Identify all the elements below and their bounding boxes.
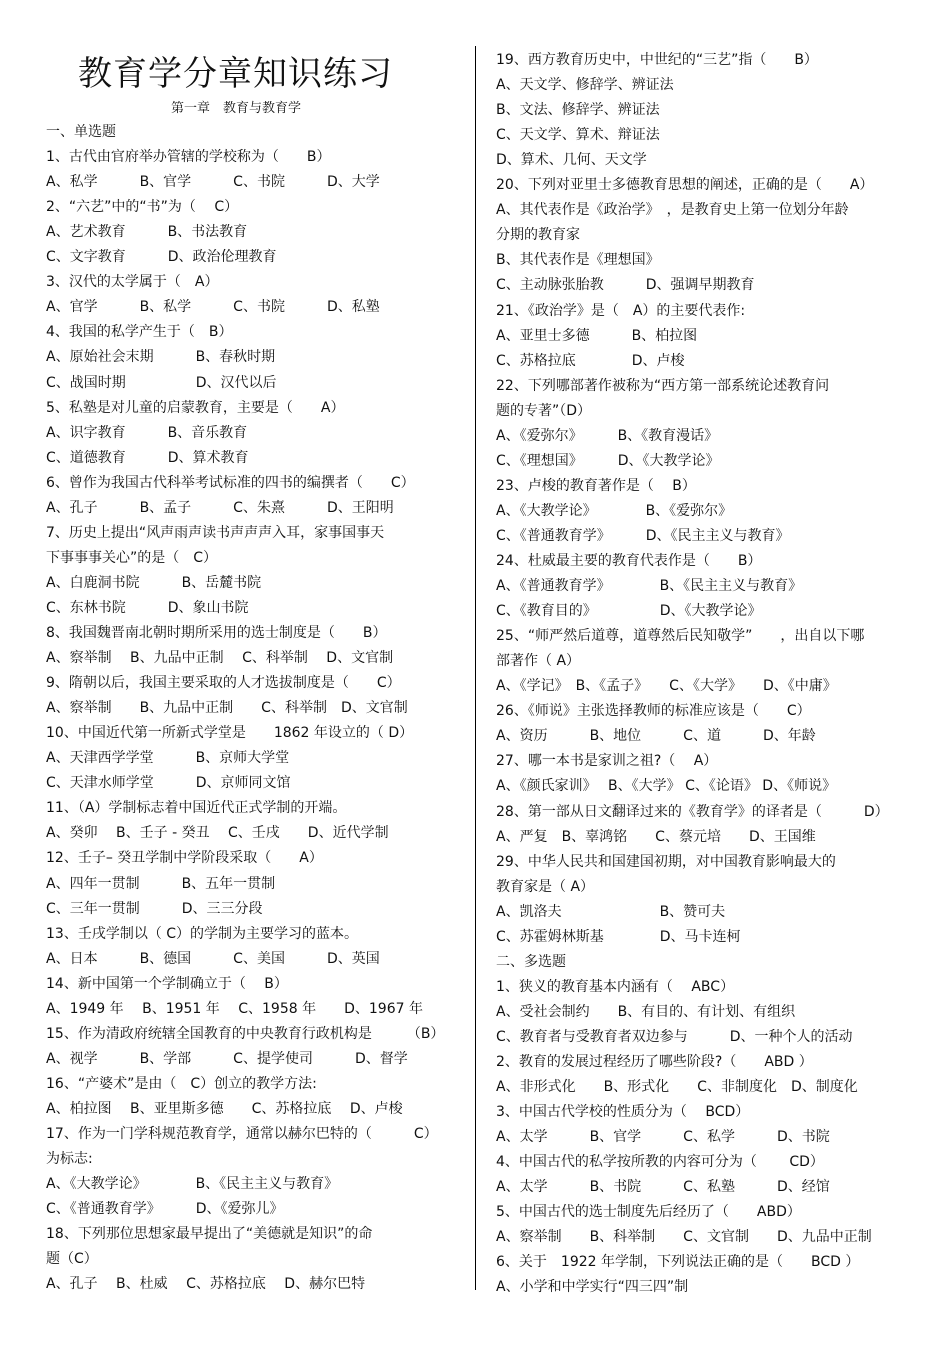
question-line: 5、中国古代的选士制度先后经历了（ ABD）	[496, 1204, 801, 1221]
question-line: A、官学 B、私学 C、书院 D、私塾	[46, 299, 380, 316]
question-line: 5、私塾是对儿童的启蒙教育，主要是（ A）	[46, 399, 345, 416]
question-line: A、《爱弥尔》 B、《教育漫话》	[496, 427, 719, 444]
question-line: 10、中国近代第一所新式学堂是 1862 年设立的（ D）	[46, 725, 414, 742]
question-line: C、战国时期 D、汉代以后	[46, 374, 277, 391]
question-line: 1、狭义的教育基本内涵有（ ABC）	[496, 978, 735, 995]
question-line: C、《理想国》 D、《大教学论》	[496, 452, 720, 469]
question-line: 14、新中国第一个学制确立于（ B）	[46, 975, 288, 992]
question-line: C、苏霍姆林斯基 D、马卡连柯	[496, 928, 741, 945]
column-divider	[475, 46, 476, 1290]
question-line: B、其代表作是《理想国》	[496, 252, 660, 269]
question-line: 题的专著”（D）	[496, 402, 592, 419]
question-line: C、天津水师学堂 D、京师同文馆	[46, 775, 291, 792]
question-line: C、苏格拉底 D、卢梭	[496, 352, 685, 369]
question-line: A、资历 B、地位 C、道 D、年龄	[496, 728, 816, 745]
question-line: A、孔子 B、孟子 C、朱熹 D、王阳明	[46, 499, 394, 516]
question-line: 12、壬子– 癸丑学制中学阶段采取（ A）	[46, 850, 323, 867]
question-line: A、察举制 B、九品中正制 C、科举制 D、文官制	[46, 700, 408, 717]
question-line: 24、杜威最主要的教育代表作是（ B）	[496, 553, 762, 569]
question-line: 18、下列那位思想家最早提出了“美德就是知识”的命	[46, 1226, 373, 1243]
question-line: C、道德教育 D、算术教育	[46, 449, 249, 466]
question-line: A、天津西学学堂 B、京师大学堂	[46, 750, 290, 767]
question-line: A、四年一贯制 B、五年一贯制	[46, 875, 276, 892]
question-line: A、小学和中学实行“四三四”制	[496, 1279, 689, 1296]
question-line: A、孔子 B、杜威 C、苏格拉底 D、赫尔巴特	[46, 1276, 366, 1293]
question-line: 29、中华人民共和国建国初期，对中国教育影响最大的	[496, 853, 836, 870]
question-line: A、天文学、修辞学、辨证法	[496, 77, 674, 94]
question-line: A、严复 B、辜鸿铭 C、蔡元培 D、王国维	[496, 828, 816, 845]
question-line: A、察举制 B、九品中正制 C、科举制 D、文官制	[46, 650, 394, 667]
question-line: 二、多选题	[496, 953, 566, 970]
question-line: A、白鹿洞书院 B、岳麓书院	[46, 574, 262, 591]
question-line: C、东林书院 D、象山书院	[46, 599, 249, 616]
chapter-subtitle: 第一章 教育与教育学	[171, 101, 302, 116]
question-line: 23、卢梭的教育著作是（ B）	[496, 477, 696, 494]
question-line: A、太学 B、官学 C、私学 D、书院	[496, 1129, 830, 1146]
question-line: A、日本 B、德国 C、美国 D、英国	[46, 950, 380, 967]
question-line: 17、作为一门学科规范教育学，通常以赫尔巴特的（ C）	[46, 1126, 438, 1142]
question-line: A、癸卯 B、壬子 - 癸丑 C、壬戌 D、近代学制	[46, 825, 389, 842]
question-line: 1、古代由官府举办管辖的学校称为（ B）	[46, 149, 331, 166]
question-line: 为标志:	[46, 1151, 93, 1168]
question-line: A、太学 B、书院 C、私塾 D、经馆	[496, 1179, 830, 1196]
question-line: C、三年一贯制 D、三三分段	[46, 900, 263, 917]
question-line: A、私学 B、官学 C、书院 D、大学	[46, 174, 380, 191]
question-line: B、文法、修辞学、辨证法	[496, 102, 660, 119]
question-line: 13、壬戌学制以（ C）的学制为主要学习的蓝本。	[46, 925, 359, 942]
question-line: 28、第一部从日文翻译过来的《教育学》的译者是（ D）	[496, 803, 889, 820]
section-heading: 一、单选题	[46, 124, 116, 140]
question-line: C、《普通教育学》 D、《爱弥儿》	[46, 1201, 284, 1218]
question-line: C、《普通教育学》 D、《民主主义与教育》	[496, 527, 790, 544]
question-line: 下事事事关心”的是（ C）	[46, 549, 218, 566]
question-line: 25、“师严然后道尊，道尊然后民知敬学” ，出自以下哪	[496, 628, 865, 645]
question-line: 题（C）	[46, 1251, 98, 1268]
question-line: A、视学 B、学部 C、提学使司 D、督学	[46, 1050, 408, 1067]
question-line: A、凯洛夫 B、赞可夫	[496, 903, 726, 920]
question-line: 3、汉代的太学属于（ A）	[46, 274, 219, 291]
question-line: 6、关于 1922 年学制，下列说法正确的是（ BCD ）	[496, 1254, 860, 1271]
question-line: 19、西方教育历史中，中世纪的“三艺”指（ B）	[496, 52, 818, 68]
question-line: 16、“产婆术”是由（ C）创立的教学方法:	[46, 1075, 317, 1092]
question-line: A、其代表作是《政治学》 ，是教育史上第一位划分年龄	[496, 202, 849, 219]
question-line: A、受社会制约 B、有目的、有计划、有组织	[496, 1003, 796, 1020]
question-line: 20、下列对亚里士多德教育思想的阐述，正确的是（ A）	[496, 177, 874, 194]
question-line: 8、我国魏晋南北朝时期所采用的选士制度是（ B）	[46, 625, 387, 641]
question-line: 4、中国古代的私学按所教的内容可分为（ CD）	[496, 1154, 824, 1171]
question-line: 3、中国古代学校的性质分为（ BCD）	[496, 1104, 750, 1121]
document-title: 教育学分章知识练习	[78, 54, 393, 94]
question-line: 4、我国的私学产生于（ B）	[46, 324, 233, 341]
question-line: A、《大教学论》 B、《民主主义与教育》	[46, 1176, 339, 1193]
question-line: 21、《政治学》是（ A）的主要代表作:	[496, 302, 746, 319]
question-line: 教育家是（ A）	[496, 878, 595, 895]
question-line: A、察举制 B、科举制 C、文官制 D、九品中正制	[496, 1229, 872, 1246]
question-line: 分期的教育家	[496, 227, 580, 244]
question-line: 15、作为清政府统辖全国教育的中央教育行政机构是 （B）	[46, 1025, 445, 1042]
question-line: 6、曾作为我国古代科举考试标准的四书的编撰者（ C）	[46, 474, 415, 491]
question-line: A、《大教学论》 B、《爱弥尔》	[496, 502, 733, 519]
question-line: A、艺术教育 B、书法教育	[46, 224, 248, 241]
question-line: 27、哪一本书是家训之祖?（ A）	[496, 753, 718, 770]
question-line: 2、“六艺”中的“书”为（ C）	[46, 199, 239, 216]
question-line: C、《教育目的》 D、《大教学论》	[496, 603, 762, 620]
question-line: 26、《师说》主张选择教师的标准应该是（ C）	[496, 703, 811, 720]
question-line: 2、教育的发展过程经历了哪些阶段?（ ABD ）	[496, 1054, 813, 1070]
question-line: C、文字教育 D、政治伦理教育	[46, 249, 277, 266]
question-line: D、算术、几何、天文学	[496, 152, 647, 169]
question-line: A、《颜氏家训》 B、《大学》 C、《论语》 D、《师说》	[496, 778, 837, 795]
question-line: A、亚里士多德 B、柏拉图	[496, 327, 698, 344]
question-line: C、主动脉张胎教 D、强调早期教育	[496, 277, 755, 294]
question-line: A、识字教育 B、音乐教育	[46, 424, 248, 441]
question-line: C、教育者与受教育者双边参与 D、一种个人的活动	[496, 1028, 853, 1045]
question-line: A、《学记》 B、《孟子》 C、《大学》 D、《中庸》	[496, 678, 837, 695]
question-line: 22、下列哪部著作被称为“西方第一部系统论述教育问	[496, 377, 830, 394]
question-line: 11、（A）学制标志着中国近代正式学制的开端。	[46, 800, 347, 817]
question-line: A、原始社会末期 B、春秋时期	[46, 349, 276, 366]
question-line: A、1949 年 B、1951 年 C、1958 年 D、1967 年	[46, 1000, 423, 1017]
question-line: A、非形式化 B、形式化 C、非制度化 D、制度化	[496, 1079, 858, 1096]
question-line: C、天文学、算术、辩证法	[496, 127, 660, 144]
question-line: A、《普通教育学》 B、《民主主义与教育》	[496, 578, 803, 595]
question-line: 7、历史上提出“风声雨声读书声声声入耳，家事国事天	[46, 524, 385, 541]
question-line: 部著作（ A）	[496, 653, 581, 670]
question-line: 9、隋朝以后，我国主要采取的人才选拔制度是（ C）	[46, 675, 401, 692]
question-line: A、柏拉图 B、亚里斯多德 C、苏格拉底 D、卢梭	[46, 1100, 403, 1117]
